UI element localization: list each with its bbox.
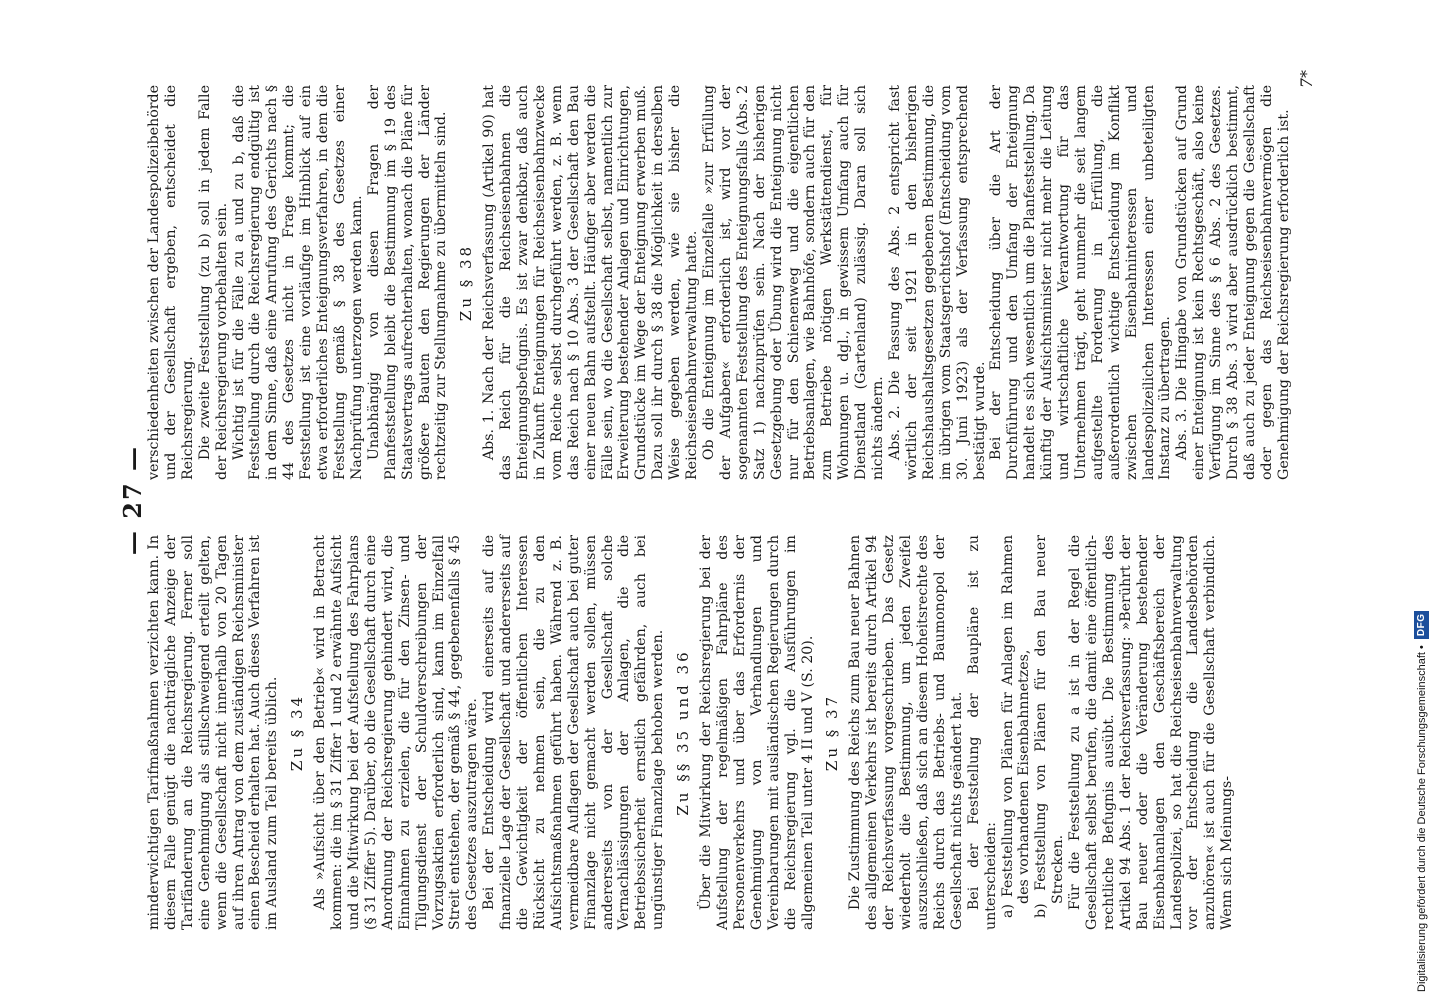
paragraph: Bei der Entscheidung wird einerseits auf die finanzielle Lage der Gesellschaft und andererseits auf die Gewichtigkeit der öffentlichen Interessen Rücksicht zu nehmen sein, die zu den Aufsichtsmaßnahmen geführt haben. Während z. B. vermeidbare Auflagen der Gesellschaft auch bei guter Finanzlage nicht gemacht werden sollen, müssen andererseits von der Gesellschaft solche Vernachlässigungen der Anlagen, die die Betriebssicherheit ernstlich gefährden, auch bei ungünstiger Finanzlage behoben werden. bbox=[481, 535, 667, 930]
stamp-text: Digitalisierung gefördert durch die Deutsche Forschungsgemeinschaft • bbox=[1415, 645, 1428, 992]
section-heading-38: Zu § 38 bbox=[457, 243, 476, 322]
paragraph: Ob die Enteignung im Einzelfalle »zur Erfüllung der Aufgaben« erforderlich ist, wird vor der sogenannten Feststellung des Enteignungsfalls (Abs. 2 Satz 1) nachzuprüfen sein. Nach der bisherigen Gesetzgebung oder Übung wird die Enteignung nicht nur für den Schienenweg und die eigentlichen Betriebsanlagen, wie Bahnhöfe, sondern auch für den zum Betriebe nötigen Werkstättendienst, für Wohnungen u. dgl., in gewissem Umfang auch für Dienstland (Gartenland) zulässig. Daran soll sich nichts ändern. bbox=[701, 85, 887, 480]
paragraph: verschiedenheiten zwischen der Landespolizeibehörde und der Gesellschaft ergeben, entscheidet die Reichsregierung. bbox=[146, 85, 196, 480]
list bbox=[1000, 535, 1068, 930]
paragraph: Die zweite Feststellung (zu b) soll in jedem Falle der Reichsregierung vorbehalten sein. bbox=[196, 85, 230, 480]
paragraph: Über die Mitwirkung der Reichsregierung bei der Aufstellung der regelmäßigen Fahrpläne des Personenverkehrs und über das Erfordernis der Genehmigung von Verhandlungen und Vereinbarungen mit ausländischen Regierungen durch die Reichsregierung vgl. die Ausführungen im allgemeinen Teil unter 4 II und V (S. 20). bbox=[698, 535, 816, 930]
signature-mark: 7* bbox=[1297, 70, 1316, 89]
document-page bbox=[110, 50, 1330, 950]
paragraph: Die Zustimmung des Reichs zum Bau neuer Bahnen des allgemeinen Verkehrs ist bereits durch Artikel 94 der Reichsverfassung vorgeschrieben. Das Gesetz wiederholt die Bestimmung, um jeden Zweifel auszuschließen, daß sich an diesem Hoheitsrechte des Reichs durch das Betriebs- und Baumonopol der Gesellschaft nichts geändert hat. bbox=[847, 535, 965, 930]
section-heading-34: Zu § 34 bbox=[288, 693, 307, 772]
page-number: — 27 — bbox=[118, 444, 147, 556]
paragraph: Als »Aufsicht über den Betrieb« wird in Betracht kommen: die im § 31 Ziffer 1 und 2 erwähnte Aufsicht und die Mitwirkung bei der Aufstellung des Fahrplans (§ 31 Ziffer 5). Darüber, ob die Gesellschaft durch eine Anordnung der Reichsregierung gehindert wird, die Einnahmen zu erzielen, die für den Zinsen- und Tilgungsdienst der Schuldverschreibungen der Vorzugsaktien erforderlich sind, kann im Einzelfall Streit entstehen, der gemäß § 44, gegebenenfalls § 45 des Gesetzes auszutragen wäre. bbox=[312, 535, 481, 930]
paragraph: Bei der Entscheidung über die Art der Durchführung und den Umfang der Enteignung handelt es sich wesentlich um die Planfeststellung. Da künftig der Aufsichtsminister nicht mehr die Leitung und wirtschaftliche Verantwortung für das Unternehmen trägt, geht nunmehr die seit langem aufgestellte Forderung in Erfüllung, die außerordentlich wichtige Entscheidung im Konflikt zwischen Eisenbahninteressen und landespolizeilichen Interessen einer unbeteiligten Instanz zu übertragen. bbox=[988, 85, 1174, 480]
right-column bbox=[146, 85, 1293, 480]
digitization-stamp bbox=[1414, 611, 1429, 992]
paragraph: Unabhängig von diesen Fragen der Planfeststellung bleibt die Bestimmung im § 19 des Staatsvertrags aufrechterhalten, wonach die Pläne für größere Bauten den Regierungen der Länder rechtzeitig zur Stellungnahme zu übermitteln sind. bbox=[365, 85, 450, 480]
section-heading-35-36: Zu §§ 35 und 36 bbox=[674, 649, 693, 816]
paragraph: Abs. 2. Die Fassung des Abs. 2 entspricht fast wörtlich der seit 1921 in den bisherigen Reichshaushaltsgesetzen gegebenen Bestimmung, die im übrigen vom Staatsgerichtshof (Entscheidung vom 30. Juni 1923) als der Verfassung entsprechend bestätigt wurde. bbox=[886, 85, 988, 480]
left-column bbox=[146, 535, 1236, 930]
list-item: b) Feststellung von Plänen für den Bau neuer Strecken. bbox=[1033, 535, 1067, 918]
list-item: a) Feststellung von Plänen für Anlagen im Rahmen des vorhandenen Eisenbahnnetzes, bbox=[999, 535, 1033, 918]
paragraph: Abs. 1. Nach der Reichsverfassung (Artikel 90) hat das Reich für die Reichseisenbahnen die Enteignungsbefugnis. Es ist zwar denkbar, daß auch in Zukunft Enteignungen für Reichseisenbahnzwecke vom Reiche selbst durchgeführt werden, z. B. wenn das Reich nach § 10 Abs. 3 der Gesellschaft den Bau einer neuen Bahn aufstellt. Häufiger aber werden die Fälle sein, wo die Gesellschaft selbst, namentlich zur Erweiterung bestehender Anlagen und Einrichtungen, Grundstücke im Wege der Enteignung erwerben muß. Dazu soll ihr durch § 38 die Möglichkeit in derselben Weise gegeben werden, wie sie bisher die Reichseisenbahnverwaltung hatte. bbox=[481, 85, 701, 480]
section-heading-37: Zu § 37 bbox=[823, 693, 842, 772]
paragraph: Für die Feststellung zu a ist in der Regel die Gesellschaft selbst berufen, die damit eine öffentlich-rechtliche Befugnis ausübt. Die Bestimmung des Artikel 94 Abs. 1 der Reichsverfassung: »Berührt der Bau neuer oder die Veränderung bestehender Eisenbahnanlagen den Geschäftsbereich der Landespolizei, so hat die Reichseisenbahnverwaltung vor der Entscheidung die Landesbehörden anzuhören« ist auch für die Gesellschaft verbindlich. Wenn sich Meinungs- bbox=[1067, 535, 1236, 930]
paragraph: minderwichtigen Tarifmaßnahmen verzichten kann. In diesem Falle genügt die nachträgliche Anzeige der Tarifänderung an die Reichsregierung. Ferner soll eine Genehmigung als stillschweigend erteilt gelten, wenn die Gesellschaft nicht innerhalb von 20 Tagen auf ihren Antrag von dem zuständigen Reichsminister einen Bescheid erhalten hat. Auch dieses Verfahren ist im Ausland zum Teil bereits üblich. bbox=[146, 535, 281, 930]
paragraph: Bei der Feststellung der Baupläne ist zu unterscheiden: bbox=[965, 535, 999, 930]
paragraph: Wichtig ist für die Fälle zu a und zu b, daß die Feststellung durch die Reichsregierung endgültig ist in dem Sinne, daß eine Anrufung des Gerichts nach § 44 des Gesetzes nicht in Frage kommt; die Feststellung ist eine vorläufige im Hinblick auf ein etwa erforderliches Enteignungsverfahren, in dem die Feststellung gemäß § 38 des Gesetzes einer Nachprüfung unterzogen werden kann. bbox=[230, 85, 365, 480]
dfg-logo-icon: DFG bbox=[1414, 611, 1429, 640]
paragraph: Abs. 3. Die Hingabe von Grundstücken auf Grund einer Enteignung ist kein Rechtsgeschäft, also keine Verfügung im Sinne des § 6 Abs. 2 des Gesetzes. Durch § 38 Abs. 3 wird aber ausdrücklich bestimmt, daß auch zu jeder Enteignung gegen die Gesellschaft oder gegen das Reichseisenbahnvermögen die Genehmigung der Reichsregierung erforderlich ist. bbox=[1174, 85, 1292, 480]
